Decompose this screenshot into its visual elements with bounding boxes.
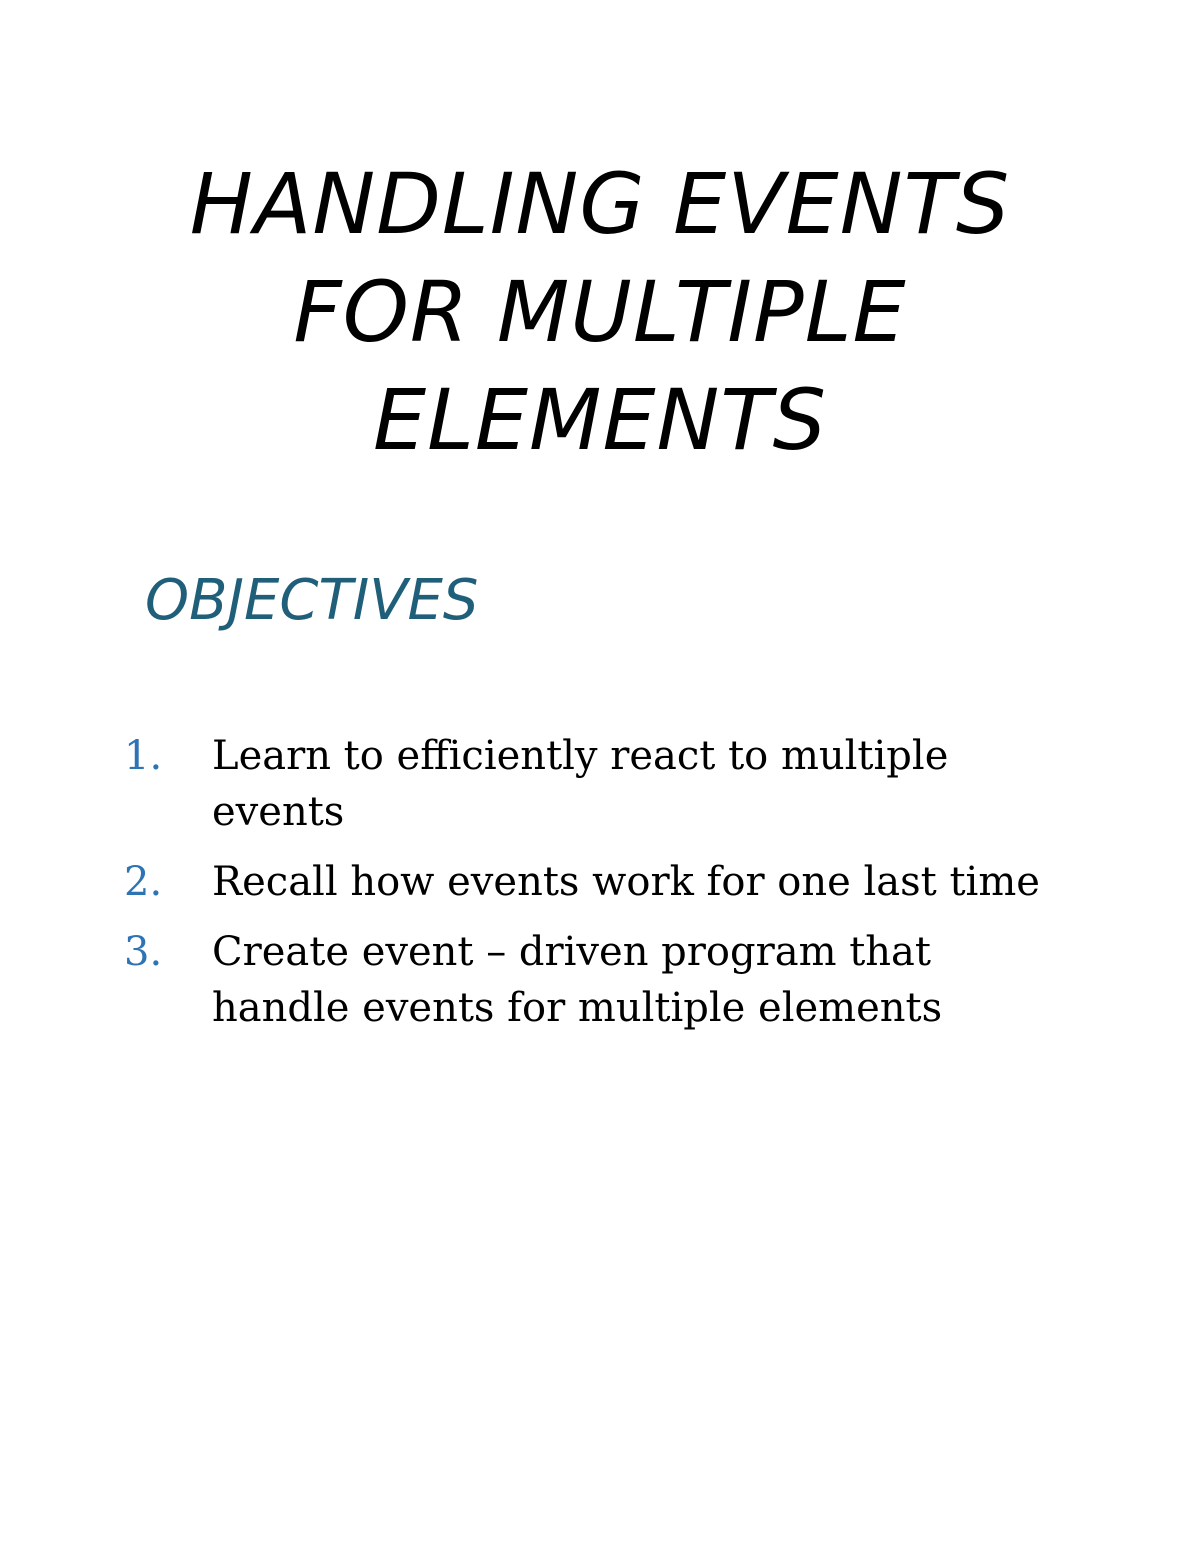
list-item-text: Create event – driven program that handle events for multiple elements <box>212 929 943 1031</box>
objectives-list <box>120 728 1040 1050</box>
title-line-1: HANDLING EVENTS <box>189 155 1011 253</box>
list-item <box>120 728 1040 840</box>
list-item-number: 2. <box>124 859 163 905</box>
list-item-number: 3. <box>124 929 163 975</box>
title-line-3: ELEMENTS <box>373 371 827 469</box>
list-item <box>120 854 1040 910</box>
page-title <box>0 150 1200 474</box>
list-item-text: Learn to efficiently react to multiple events <box>212 733 949 835</box>
list-item <box>120 924 1040 1036</box>
list-item-number: 1. <box>124 733 163 779</box>
objectives-heading: OBJECTIVES <box>145 568 479 633</box>
list-item-text: Recall how events work for one last time <box>212 859 1040 905</box>
title-line-2: FOR MULTIPLE <box>293 263 907 361</box>
